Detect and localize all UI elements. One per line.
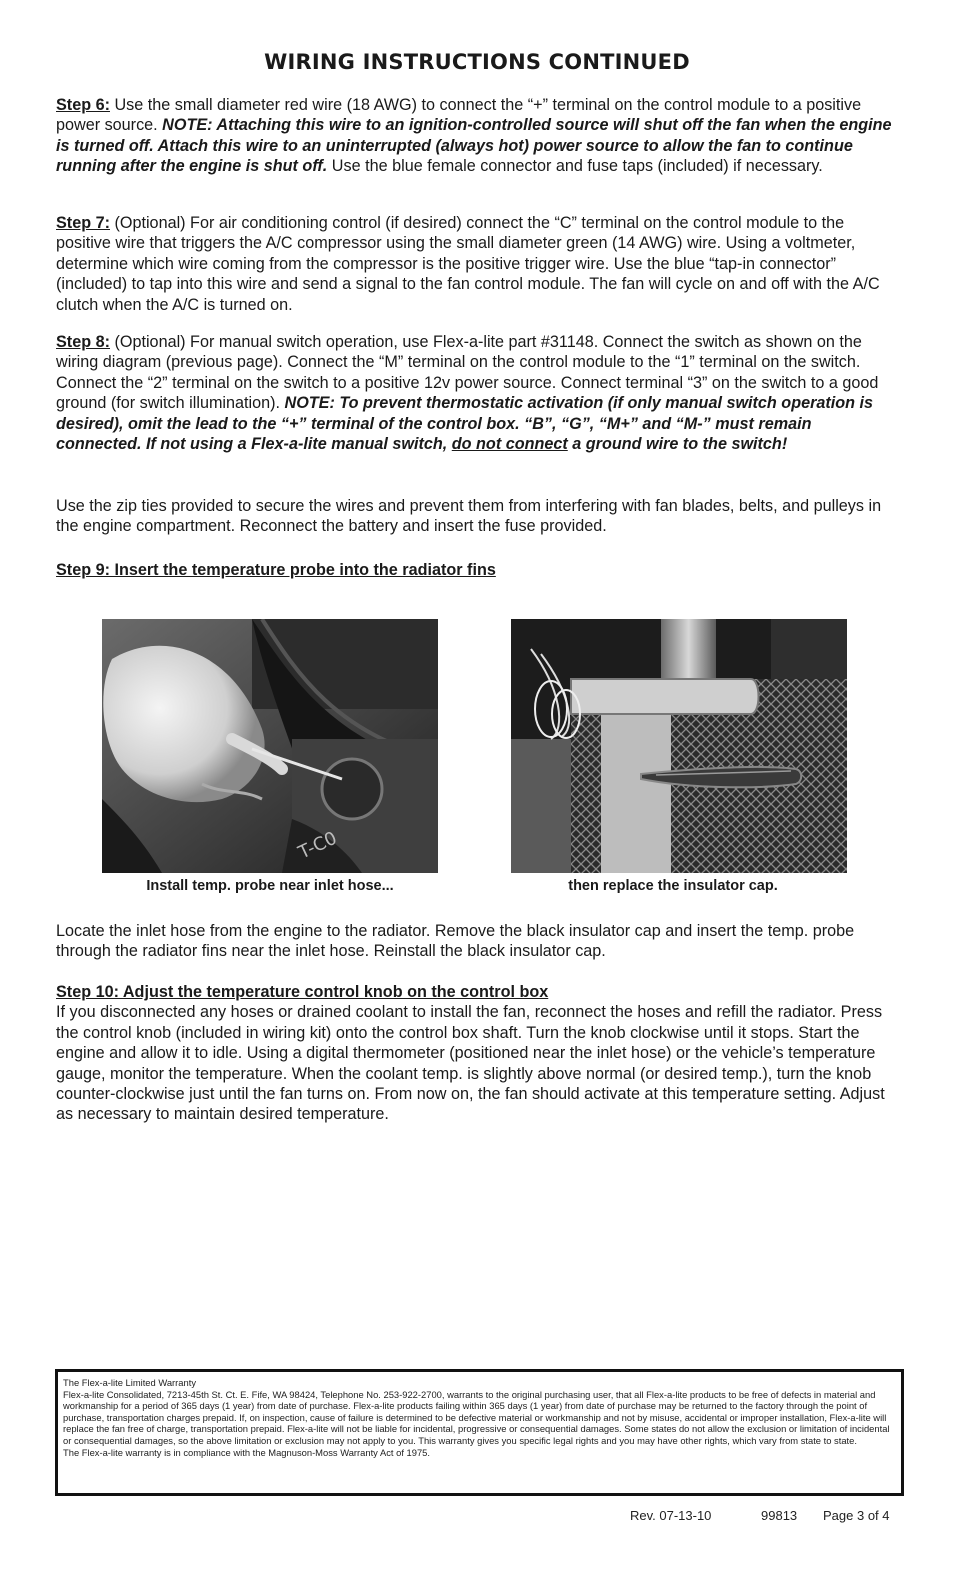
locate-paragraph bbox=[56, 921, 898, 962]
step-8 bbox=[56, 332, 898, 454]
step-7 bbox=[56, 213, 898, 315]
warranty-box bbox=[55, 1369, 904, 1496]
step-6-text: Use the small diameter red wire (18 AWG) to connect the “+” terminal on the control module to a positive power source. bbox=[56, 96, 862, 135]
step-8-note-underlined: do not connect bbox=[451, 435, 568, 454]
step-8-note-end: a ground wire to the switch! bbox=[567, 435, 788, 454]
zip-ties-text: Use the zip ties provided to secure the wires and prevent them from interfering with fan blades, belts, and pulleys in the engine compartment. Reconnect the battery and insert the fuse provided. bbox=[56, 497, 882, 536]
step-6-note: NOTE: Attaching this wire to an ignition-controlled source will shut off the fan when the engine is turned off. Attach this wire to an uninterrupted (always hot) power source to allow the fan to continue running after the engine is shut off. bbox=[56, 116, 892, 176]
page-number: Page 3 of 4 bbox=[823, 1508, 890, 1523]
step-8-note: NOTE: To prevent thermostatic activation (if only manual switch operation is desired), omit the lead to the “+” terminal of the control box. “B”, “G”, “M+” and “M-” must remain connected. If not using a Flex-a-lite manual switch, bbox=[56, 394, 874, 454]
step-6-label: Step 6: bbox=[56, 96, 110, 114]
step-10 bbox=[56, 982, 898, 1125]
insulator-cap-photo bbox=[511, 619, 847, 873]
step-9-heading-block bbox=[56, 560, 898, 580]
zip-ties-paragraph bbox=[56, 496, 898, 537]
part-number: 99813 bbox=[761, 1508, 798, 1523]
step-6-text-end: Use the blue female connector and fuse taps (included) if necessary. bbox=[327, 157, 823, 176]
warranty-compliance: The Flex-a-lite warranty is in compliance with the Magnuson-Moss Warranty Act of 1975. bbox=[63, 1446, 430, 1458]
page-title: WIRING INSTRUCTIONS CONTINUED bbox=[264, 50, 690, 74]
right-photo-caption: then replace the insulator cap. bbox=[568, 878, 778, 894]
step-7-label: Step 7: bbox=[56, 214, 110, 232]
step-6 bbox=[56, 95, 898, 177]
inlet-hose-photo bbox=[102, 619, 438, 873]
step-7-text: (Optional) For air conditioning control (if desired) connect the “C” terminal on the control module to the positive wire that triggers the A/C compressor using the small diameter green (14 AWG) wire. Using a voltmeter, determine which wire coming from the compressor is the positive trigger wire. Use the blue “tap-in connector” (included) to tap into this wire and send a signal to the fan control module. The fan will cycle on and off with the A/C clutch when the A/C is turned on. bbox=[56, 214, 880, 314]
step-10-heading: Step 10: Adjust the temperature control knob on the control box bbox=[56, 983, 549, 1001]
step-8-text: (Optional) For manual switch operation, use Flex-a-lite part #31148. Connect the switch as shown on the wiring diagram (previous page). Connect the “M” terminal on the control module to the “1” terminal on the switch. Connect the “2” terminal on the switch to a positive 12v power source. Connect terminal “3” on the switch to a good ground (for switch illumination). bbox=[56, 333, 879, 413]
warranty-title: The Flex-a-lite Limited Warranty bbox=[63, 1377, 197, 1388]
revision-date: Rev. 07-13-10 bbox=[630, 1508, 712, 1523]
step-10-text: If you disconnected any hoses or drained coolant to install the fan, reconnect the hoses and refill the radiator. Press the control knob (included in wiring kit) onto the control box shaft. Turn the knob clockwise until it stops. Start the engine and allow it to idle. Using a digital thermometer (positioned near the inlet hose) or the vehicle’s temperature gauge, monitor the temperature. When the coolant temp. is slightly above normal (or desired temp.), turn the knob counter-clockwise just until the fan turns on. From now on, the fan should activate at this temperature setting. Adjust as necessary to maintain desired temperature. bbox=[56, 1003, 885, 1124]
step-9-heading: Step 9: Insert the temperature probe into the radiator fins bbox=[56, 561, 496, 579]
locate-text: Locate the inlet hose from the engine to the radiator. Remove the black insulator cap and insert the temp. probe through the radiator fins near the inlet hose. Reinstall the black insulator cap. bbox=[56, 922, 855, 961]
svg-text:T-C0: T-C0 bbox=[295, 827, 341, 864]
step-8-label: Step 8: bbox=[56, 333, 110, 351]
warranty-body: Flex-a-lite Consolidated, 7213-45th St. Ct. E. Fife, WA 98424, Telephone No. 253-922-2700, warrants to the original purchasing user, that all Flex-a-lite products to be free of defects in material and workmanship for a period of 365 days (1 year) from date of purchase. Flex-a-lite products failing within 365 days (1 year) from date of purchase may be returned to the factory through the point of purchase, transportation charges prepaid. If, on inspection, cause of failure is determined to be defective material or workmanship and not by misuse, accidental or improper installation, Flex-a-lite will replace the fan free of charge, transportation prepaid. Flex-a-lite will not be liable for incidental, progressive or consequential damages. Some states do not allow the exclusion or limitation of incidental or consequential damages, so the above limitation or exclusion may not apply to you. This warranty gives you specific legal rights and you may have other rights, which vary from state to state. bbox=[63, 1388, 890, 1446]
left-photo-caption: Install temp. probe near inlet hose... bbox=[146, 878, 394, 894]
